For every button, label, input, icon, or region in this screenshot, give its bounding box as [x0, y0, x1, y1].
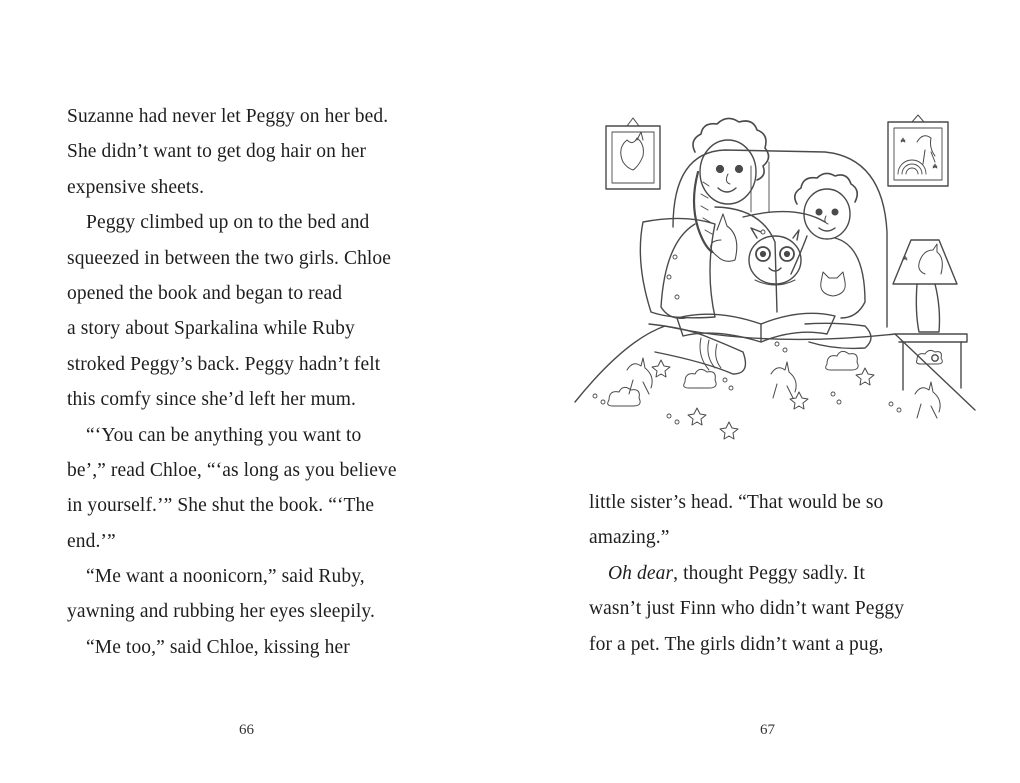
unicorn-lamp-icon	[893, 240, 957, 332]
pillow-icon	[640, 218, 715, 317]
headboard-icon	[673, 150, 887, 327]
text-line: amazing.”	[589, 527, 670, 549]
younger-girl-icon	[791, 173, 865, 318]
text-line-rest: , thought Peggy sadly. It	[673, 562, 866, 584]
text-line: yawning and rubbing her eyes sleepily.	[67, 601, 375, 623]
text-line	[589, 556, 904, 591]
right-picture-frame-icon	[888, 115, 948, 186]
page-number-right: 67	[760, 722, 775, 738]
text-line: Suzanne had never let Peggy on her bed.	[67, 106, 389, 127]
text-line: end.’”	[67, 530, 116, 552]
text-line: in yourself.’” She shut the book. “‘The	[67, 495, 375, 517]
text-line: “Me too,” said Chloe, kissing her	[86, 636, 350, 658]
bedcover-icon	[575, 326, 975, 410]
text-line: opened the book and began to read	[67, 282, 343, 304]
text-line: stroked Peggy’s back. Peggy hadn’t felt	[67, 353, 381, 375]
text-line: squeezed in between the two girls. Chloe	[67, 247, 392, 269]
right-page-text	[589, 485, 904, 662]
text-line: this comfy since she’d left her mum.	[67, 389, 356, 411]
text-line: a story about Sparkalina while Ruby	[67, 318, 355, 340]
text-line: Peggy climbed up on to the bed and	[86, 212, 370, 234]
bedside-table-icon	[895, 334, 967, 342]
text-line: “Me want a noonicorn,” said Ruby,	[86, 566, 365, 588]
left-picture-frame-icon	[606, 118, 660, 189]
text-line: for a pet. The girls didn’t want a pug,	[589, 633, 884, 655]
text-line: be’,” read Chloe, “‘as long as you believe	[67, 459, 397, 481]
bedtime-illustration-icon	[565, 112, 985, 447]
text-line: “‘You can be anything you want to	[86, 424, 362, 446]
italic-phrase: Oh dear	[608, 562, 674, 584]
page-number-left: 66	[239, 722, 254, 738]
text-line: expensive sheets.	[67, 176, 205, 198]
left-page-text	[67, 99, 397, 665]
text-line: little sister’s head. “That would be so	[589, 492, 884, 513]
text-line: wasn’t just Finn who didn’t want Peggy	[589, 598, 905, 620]
right-page	[510, 0, 1020, 783]
text-line: She didn’t want to get dog hair on her	[67, 141, 367, 163]
